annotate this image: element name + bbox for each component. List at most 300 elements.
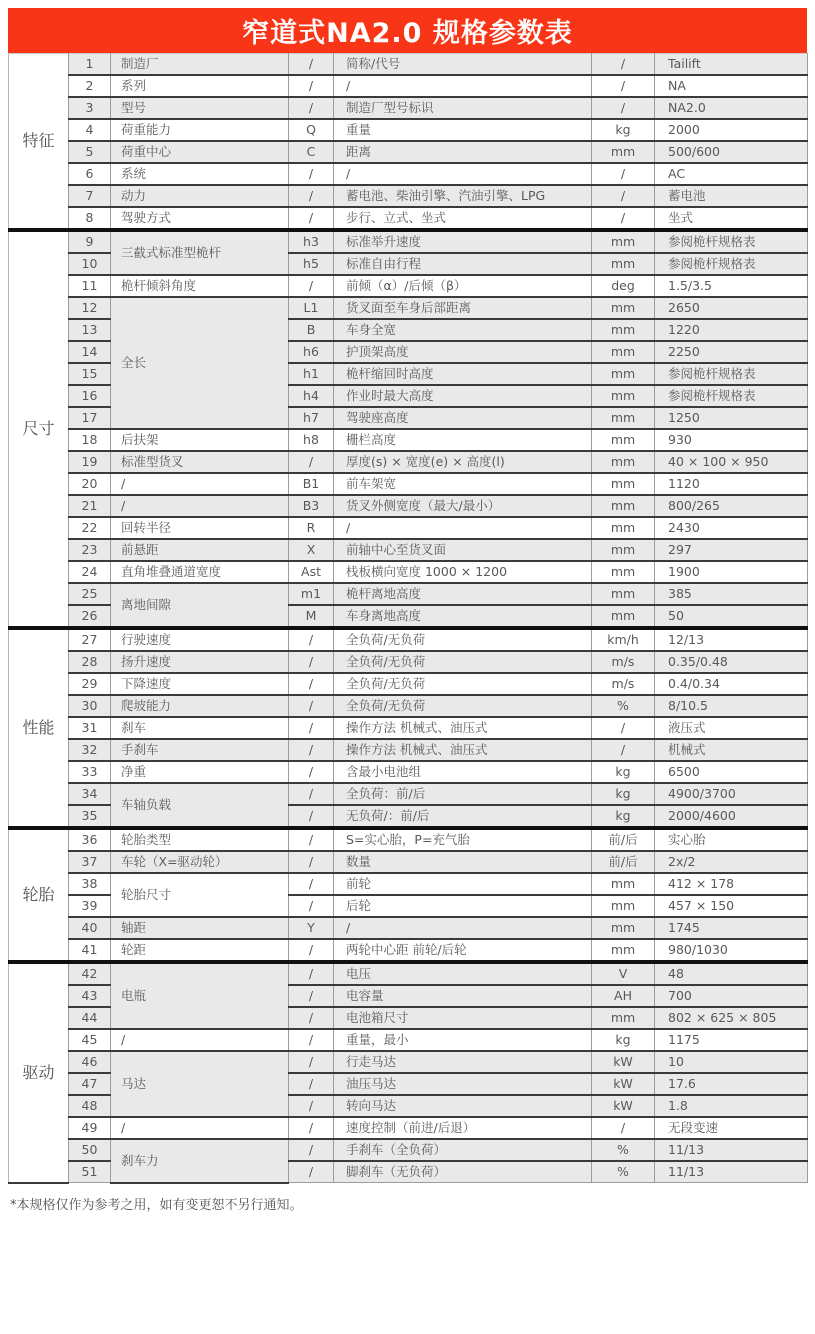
cell-row-number: 2 <box>69 75 111 97</box>
cell-unit: mm <box>592 407 655 429</box>
table-row <box>9 275 808 297</box>
cell-parameter-name: 前悬距 <box>111 539 289 561</box>
cell-parameter-name: 系统 <box>111 163 289 185</box>
cell-unit: mm <box>592 385 655 407</box>
cell-value: 2000 <box>655 119 808 141</box>
cell-value: 802 × 625 × 805 <box>655 1007 808 1029</box>
table-row <box>9 1117 808 1139</box>
table-row <box>9 917 808 939</box>
cell-description: 两轮中心距 前轮/后轮 <box>334 939 592 962</box>
cell-symbol: / <box>289 695 334 717</box>
cell-value: 48 <box>655 962 808 985</box>
cell-description: 前轮 <box>334 873 592 895</box>
spec-table <box>8 53 808 1184</box>
cell-description: 操作方法 机械式、油压式 <box>334 717 592 739</box>
cell-row-number: 29 <box>69 673 111 695</box>
cell-value: 1.8 <box>655 1095 808 1117</box>
cell-row-number: 12 <box>69 297 111 319</box>
cell-value: 参阅桅杆规格表 <box>655 253 808 275</box>
cell-row-number: 33 <box>69 761 111 783</box>
cell-row-number: 43 <box>69 985 111 1007</box>
table-row <box>9 230 808 253</box>
cell-row-number: 23 <box>69 539 111 561</box>
cell-unit: mm <box>592 517 655 539</box>
cell-description: / <box>334 917 592 939</box>
cell-description: 含最小电池组 <box>334 761 592 783</box>
cell-unit: % <box>592 1139 655 1161</box>
cell-parameter-name: 马达 <box>111 1051 289 1117</box>
table-row <box>9 163 808 185</box>
table-row <box>9 783 808 805</box>
cell-parameter-name: 轴距 <box>111 917 289 939</box>
cell-value: 1220 <box>655 319 808 341</box>
cell-description: 蓄电池、柴油引擎、汽油引擎、LPG <box>334 185 592 207</box>
table-row <box>9 939 808 962</box>
section-label: 尺寸 <box>9 230 69 628</box>
cell-parameter-name: 扬升速度 <box>111 651 289 673</box>
cell-description: 手刹车（全负荷） <box>334 1139 592 1161</box>
cell-parameter-name: 下降速度 <box>111 673 289 695</box>
table-row <box>9 473 808 495</box>
cell-value: 2650 <box>655 297 808 319</box>
cell-unit: / <box>592 717 655 739</box>
cell-value: 17.6 <box>655 1073 808 1095</box>
cell-symbol: Ast <box>289 561 334 583</box>
cell-parameter-name: 系列 <box>111 75 289 97</box>
cell-unit: km/h <box>592 628 655 651</box>
cell-unit: / <box>592 163 655 185</box>
cell-row-number: 41 <box>69 939 111 962</box>
cell-description: 距离 <box>334 141 592 163</box>
page-title: 窄道式NA2.0 规格参数表 <box>242 18 573 49</box>
cell-parameter-name: 荷重中心 <box>111 141 289 163</box>
cell-symbol: / <box>289 873 334 895</box>
cell-symbol: h7 <box>289 407 334 429</box>
cell-value: 700 <box>655 985 808 1007</box>
table-row <box>9 429 808 451</box>
cell-unit: kg <box>592 119 655 141</box>
cell-symbol: / <box>289 717 334 739</box>
cell-value: 2430 <box>655 517 808 539</box>
cell-parameter-name: 驾驶方式 <box>111 207 289 230</box>
cell-symbol: / <box>289 1073 334 1095</box>
cell-unit: kg <box>592 783 655 805</box>
cell-value: 40 × 100 × 950 <box>655 451 808 473</box>
cell-parameter-name: 直角堆叠通道宽度 <box>111 561 289 583</box>
cell-parameter-name: 轮胎尺寸 <box>111 873 289 917</box>
cell-description: 制造厂型号标识 <box>334 97 592 119</box>
cell-symbol: / <box>289 451 334 473</box>
cell-parameter-name: 动力 <box>111 185 289 207</box>
table-row <box>9 628 808 651</box>
cell-row-number: 34 <box>69 783 111 805</box>
cell-parameter-name: 制造厂 <box>111 54 289 76</box>
cell-unit: mm <box>592 583 655 605</box>
cell-value: 液压式 <box>655 717 808 739</box>
cell-symbol: / <box>289 651 334 673</box>
cell-row-number: 17 <box>69 407 111 429</box>
cell-value: 385 <box>655 583 808 605</box>
cell-value: Tailift <box>655 54 808 76</box>
cell-parameter-name: 离地间隙 <box>111 583 289 628</box>
cell-unit: mm <box>592 473 655 495</box>
cell-parameter-name: 后扶架 <box>111 429 289 451</box>
cell-unit: mm <box>592 141 655 163</box>
cell-symbol: / <box>289 673 334 695</box>
table-row <box>9 962 808 985</box>
cell-row-number: 50 <box>69 1139 111 1161</box>
cell-symbol: B <box>289 319 334 341</box>
cell-row-number: 4 <box>69 119 111 141</box>
cell-symbol: / <box>289 54 334 76</box>
cell-value: 0.4/0.34 <box>655 673 808 695</box>
table-row <box>9 695 808 717</box>
cell-parameter-name: 电瓶 <box>111 962 289 1029</box>
table-row <box>9 1051 808 1073</box>
cell-row-number: 18 <box>69 429 111 451</box>
cell-parameter-name: 轮胎类型 <box>111 828 289 851</box>
cell-value: NA <box>655 75 808 97</box>
cell-unit: mm <box>592 561 655 583</box>
cell-symbol: / <box>289 207 334 230</box>
cell-unit: mm <box>592 605 655 628</box>
cell-value: 坐式 <box>655 207 808 230</box>
cell-parameter-name: / <box>111 473 289 495</box>
cell-parameter-name: / <box>111 1029 289 1051</box>
cell-description: 桅杆离地高度 <box>334 583 592 605</box>
cell-value: 6500 <box>655 761 808 783</box>
cell-unit: AH <box>592 985 655 1007</box>
cell-symbol: h6 <box>289 341 334 363</box>
cell-value: 1175 <box>655 1029 808 1051</box>
cell-row-number: 3 <box>69 97 111 119</box>
cell-row-number: 49 <box>69 1117 111 1139</box>
cell-value: 机械式 <box>655 739 808 761</box>
cell-unit: / <box>592 1117 655 1139</box>
cell-row-number: 28 <box>69 651 111 673</box>
cell-unit: mm <box>592 873 655 895</box>
table-row <box>9 1139 808 1161</box>
cell-unit: kW <box>592 1073 655 1095</box>
cell-value: 无段变速 <box>655 1117 808 1139</box>
cell-unit: 前/后 <box>592 828 655 851</box>
cell-description: 数量 <box>334 851 592 873</box>
cell-row-number: 24 <box>69 561 111 583</box>
cell-row-number: 9 <box>69 230 111 253</box>
cell-description: 速度控制（前进/后退） <box>334 1117 592 1139</box>
cell-description: 前倾（α）/后倾（β） <box>334 275 592 297</box>
cell-description: 转向马达 <box>334 1095 592 1117</box>
cell-description: 全负荷/无负荷 <box>334 695 592 717</box>
cell-description: 重量 <box>334 119 592 141</box>
section-label: 轮胎 <box>9 828 69 962</box>
section-label: 特征 <box>9 54 69 231</box>
cell-description: / <box>334 163 592 185</box>
cell-value: 980/1030 <box>655 939 808 962</box>
cell-description: 前轴中心至货叉面 <box>334 539 592 561</box>
cell-value: 0.35/0.48 <box>655 651 808 673</box>
table-row <box>9 54 808 76</box>
cell-unit: / <box>592 75 655 97</box>
table-row <box>9 185 808 207</box>
cell-unit: mm <box>592 1007 655 1029</box>
section-label: 驱动 <box>9 962 69 1183</box>
table-row <box>9 828 808 851</box>
cell-row-number: 32 <box>69 739 111 761</box>
cell-value: 412 × 178 <box>655 873 808 895</box>
cell-value: 2250 <box>655 341 808 363</box>
cell-value: 11/13 <box>655 1161 808 1183</box>
table-row <box>9 673 808 695</box>
cell-parameter-name: 车轮（X=驱动轮） <box>111 851 289 873</box>
cell-unit: mm <box>592 341 655 363</box>
cell-unit: / <box>592 207 655 230</box>
cell-description: 货叉面至车身后部距离 <box>334 297 592 319</box>
table-row <box>9 761 808 783</box>
cell-description: 简称/代号 <box>334 54 592 76</box>
cell-value: NA2.0 <box>655 97 808 119</box>
cell-row-number: 7 <box>69 185 111 207</box>
cell-row-number: 6 <box>69 163 111 185</box>
cell-value: 457 × 150 <box>655 895 808 917</box>
cell-description: 驾驶座高度 <box>334 407 592 429</box>
cell-symbol: h3 <box>289 230 334 253</box>
cell-value: 1745 <box>655 917 808 939</box>
table-row <box>9 1029 808 1051</box>
cell-symbol: / <box>289 185 334 207</box>
cell-row-number: 13 <box>69 319 111 341</box>
cell-description: 护顶架高度 <box>334 341 592 363</box>
cell-symbol: B1 <box>289 473 334 495</box>
cell-symbol: / <box>289 805 334 828</box>
cell-parameter-name: 净重 <box>111 761 289 783</box>
cell-row-number: 14 <box>69 341 111 363</box>
cell-value: 1900 <box>655 561 808 583</box>
cell-description: 脚刹车（无负荷） <box>334 1161 592 1183</box>
cell-row-number: 46 <box>69 1051 111 1073</box>
cell-description: 全负荷/无负荷 <box>334 673 592 695</box>
cell-unit: mm <box>592 451 655 473</box>
cell-row-number: 51 <box>69 1161 111 1183</box>
cell-parameter-name: 车轴负载 <box>111 783 289 828</box>
cell-row-number: 19 <box>69 451 111 473</box>
cell-unit: mm <box>592 253 655 275</box>
cell-row-number: 31 <box>69 717 111 739</box>
cell-row-number: 11 <box>69 275 111 297</box>
cell-row-number: 16 <box>69 385 111 407</box>
cell-unit: kW <box>592 1095 655 1117</box>
cell-value: AC <box>655 163 808 185</box>
cell-row-number: 10 <box>69 253 111 275</box>
table-row <box>9 517 808 539</box>
table-row <box>9 561 808 583</box>
cell-row-number: 45 <box>69 1029 111 1051</box>
cell-description: S=实心胎，P=充气胎 <box>334 828 592 851</box>
cell-symbol: B3 <box>289 495 334 517</box>
cell-symbol: / <box>289 1117 334 1139</box>
cell-unit: mm <box>592 230 655 253</box>
cell-unit: deg <box>592 275 655 297</box>
cell-unit: kg <box>592 805 655 828</box>
cell-symbol: / <box>289 275 334 297</box>
cell-unit: mm <box>592 939 655 962</box>
table-row <box>9 451 808 473</box>
cell-symbol: / <box>289 1051 334 1073</box>
cell-symbol: / <box>289 828 334 851</box>
cell-parameter-name: / <box>111 495 289 517</box>
cell-unit: kg <box>592 1029 655 1051</box>
cell-symbol: / <box>289 97 334 119</box>
cell-symbol: / <box>289 783 334 805</box>
cell-symbol: / <box>289 739 334 761</box>
cell-parameter-name: 回转半径 <box>111 517 289 539</box>
cell-symbol: / <box>289 985 334 1007</box>
cell-value: 2x/2 <box>655 851 808 873</box>
cell-unit: / <box>592 739 655 761</box>
cell-unit: mm <box>592 539 655 561</box>
cell-row-number: 15 <box>69 363 111 385</box>
cell-description: 作业时最大高度 <box>334 385 592 407</box>
cell-value: 12/13 <box>655 628 808 651</box>
cell-unit: % <box>592 1161 655 1183</box>
table-row <box>9 739 808 761</box>
cell-description: / <box>334 75 592 97</box>
cell-parameter-name: 三截式标准型桅杆 <box>111 230 289 275</box>
cell-row-number: 42 <box>69 962 111 985</box>
cell-description: 全负荷/无负荷 <box>334 628 592 651</box>
cell-unit: / <box>592 54 655 76</box>
cell-value: 800/265 <box>655 495 808 517</box>
cell-row-number: 20 <box>69 473 111 495</box>
cell-row-number: 37 <box>69 851 111 873</box>
cell-row-number: 40 <box>69 917 111 939</box>
cell-row-number: 1 <box>69 54 111 76</box>
cell-unit: kg <box>592 761 655 783</box>
cell-parameter-name: 刹车 <box>111 717 289 739</box>
cell-value: 2000/4600 <box>655 805 808 828</box>
cell-description: 全负荷：前/后 <box>334 783 592 805</box>
cell-symbol: / <box>289 1095 334 1117</box>
table-row <box>9 119 808 141</box>
cell-description: 全负荷/无负荷 <box>334 651 592 673</box>
table-row <box>9 651 808 673</box>
cell-value: 10 <box>655 1051 808 1073</box>
cell-row-number: 35 <box>69 805 111 828</box>
cell-symbol: R <box>289 517 334 539</box>
cell-symbol: / <box>289 628 334 651</box>
cell-symbol: M <box>289 605 334 628</box>
cell-symbol: / <box>289 75 334 97</box>
cell-description: 行走马达 <box>334 1051 592 1073</box>
cell-unit: mm <box>592 895 655 917</box>
cell-unit: mm <box>592 429 655 451</box>
cell-description: 车身全宽 <box>334 319 592 341</box>
title-bar <box>8 8 807 53</box>
cell-description: 厚度(s) × 宽度(e) × 高度(l) <box>334 451 592 473</box>
cell-description: 电压 <box>334 962 592 985</box>
cell-unit: m/s <box>592 673 655 695</box>
cell-unit: m/s <box>592 651 655 673</box>
cell-row-number: 36 <box>69 828 111 851</box>
table-row <box>9 141 808 163</box>
cell-symbol: Q <box>289 119 334 141</box>
cell-symbol: / <box>289 851 334 873</box>
cell-description: 车身离地高度 <box>334 605 592 628</box>
table-row <box>9 97 808 119</box>
cell-description: 步行、立式、坐式 <box>334 207 592 230</box>
cell-parameter-name: / <box>111 1117 289 1139</box>
cell-description: 标准自由行程 <box>334 253 592 275</box>
cell-symbol: h8 <box>289 429 334 451</box>
table-row <box>9 207 808 230</box>
table-row <box>9 583 808 605</box>
cell-value: 8/10.5 <box>655 695 808 717</box>
cell-symbol: Y <box>289 917 334 939</box>
cell-unit: kW <box>592 1051 655 1073</box>
table-row <box>9 297 808 319</box>
cell-row-number: 21 <box>69 495 111 517</box>
cell-description: 栅栏高度 <box>334 429 592 451</box>
cell-value: 实心胎 <box>655 828 808 851</box>
cell-description: 重量，最小 <box>334 1029 592 1051</box>
cell-description: 栈板横向宽度 1000 × 1200 <box>334 561 592 583</box>
cell-unit: V <box>592 962 655 985</box>
cell-row-number: 27 <box>69 628 111 651</box>
cell-unit: mm <box>592 917 655 939</box>
cell-value: 蓄电池 <box>655 185 808 207</box>
cell-unit: mm <box>592 495 655 517</box>
cell-value: 参阅桅杆规格表 <box>655 385 808 407</box>
cell-value: 297 <box>655 539 808 561</box>
cell-symbol: h5 <box>289 253 334 275</box>
cell-row-number: 8 <box>69 207 111 230</box>
cell-unit: mm <box>592 319 655 341</box>
cell-description: 电容量 <box>334 985 592 1007</box>
cell-unit: / <box>592 185 655 207</box>
cell-row-number: 5 <box>69 141 111 163</box>
cell-value: 500/600 <box>655 141 808 163</box>
cell-symbol: L1 <box>289 297 334 319</box>
cell-unit: mm <box>592 363 655 385</box>
cell-symbol: / <box>289 962 334 985</box>
cell-parameter-name: 行驶速度 <box>111 628 289 651</box>
table-row <box>9 717 808 739</box>
cell-value: 4900/3700 <box>655 783 808 805</box>
cell-symbol: X <box>289 539 334 561</box>
cell-parameter-name: 爬坡能力 <box>111 695 289 717</box>
cell-parameter-name: 标准型货叉 <box>111 451 289 473</box>
cell-value: 参阅桅杆规格表 <box>655 363 808 385</box>
cell-symbol: / <box>289 1139 334 1161</box>
cell-description: 桅杆缩回时高度 <box>334 363 592 385</box>
table-row <box>9 495 808 517</box>
spec-table-body <box>9 54 808 1183</box>
cell-description: 前车架宽 <box>334 473 592 495</box>
cell-description: / <box>334 517 592 539</box>
cell-description: 后轮 <box>334 895 592 917</box>
cell-symbol: h1 <box>289 363 334 385</box>
cell-symbol: / <box>289 1007 334 1029</box>
cell-parameter-name: 刹车力 <box>111 1139 289 1183</box>
cell-description: 操作方法 机械式、油压式 <box>334 739 592 761</box>
cell-description: 油压马达 <box>334 1073 592 1095</box>
table-row <box>9 873 808 895</box>
cell-value: 参阅桅杆规格表 <box>655 230 808 253</box>
cell-row-number: 38 <box>69 873 111 895</box>
table-row <box>9 539 808 561</box>
cell-parameter-name: 桅杆倾斜角度 <box>111 275 289 297</box>
cell-value: 1120 <box>655 473 808 495</box>
